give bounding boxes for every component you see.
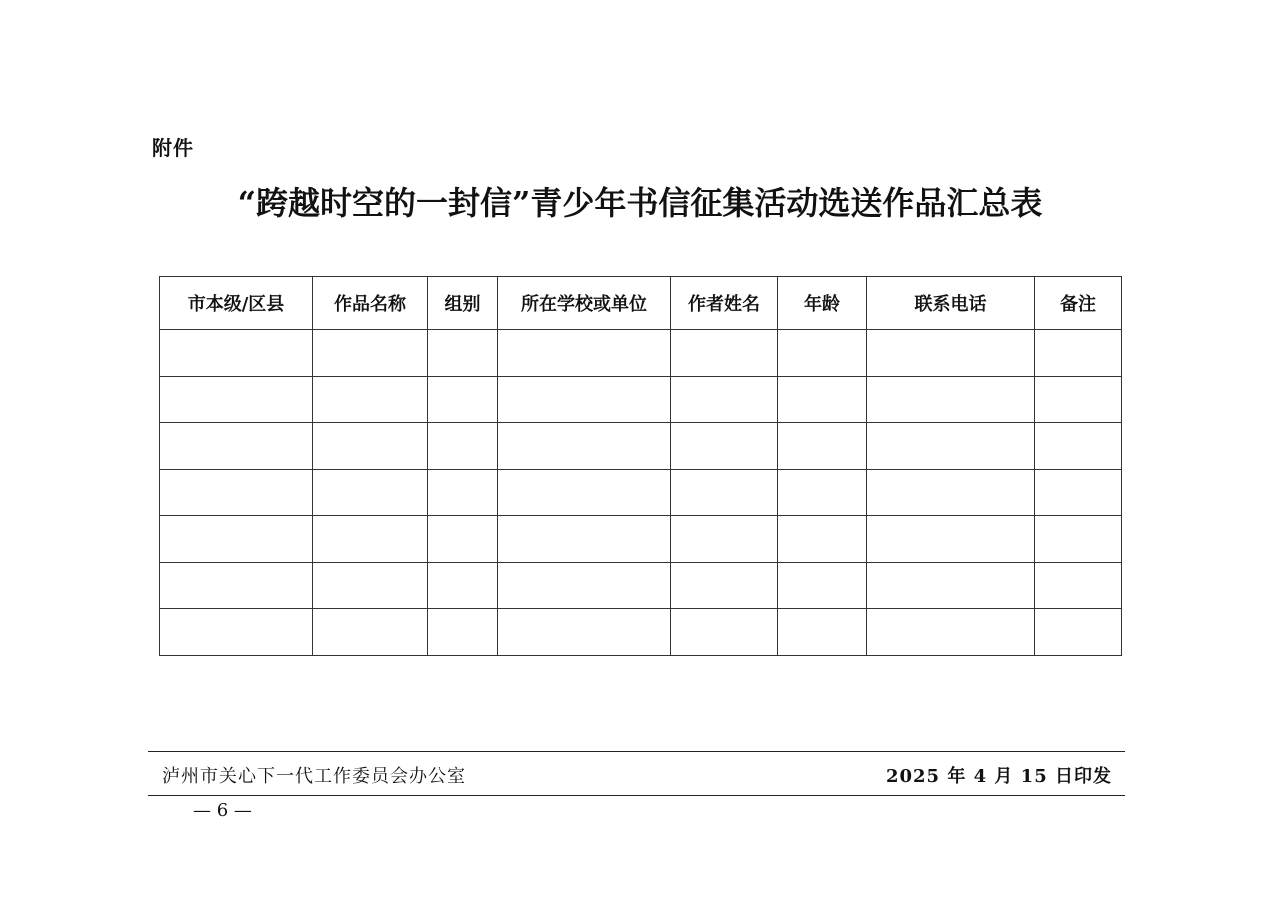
table-cell[interactable] — [498, 516, 671, 563]
table-row — [160, 330, 1122, 377]
table-cell[interactable] — [428, 330, 498, 377]
page-number: — 6 — — [193, 800, 252, 821]
header-remarks: 备注 — [1035, 277, 1122, 330]
table-cell[interactable] — [867, 516, 1035, 563]
table-cell[interactable] — [671, 330, 778, 377]
table-cell[interactable] — [867, 376, 1035, 423]
table-row — [160, 609, 1122, 656]
table-cell[interactable] — [498, 330, 671, 377]
table-cell[interactable] — [867, 469, 1035, 516]
table-cell[interactable] — [867, 609, 1035, 656]
header-group: 组别 — [428, 277, 498, 330]
table-cell[interactable] — [160, 469, 313, 516]
header-school-or-unit: 所在学校或单位 — [498, 277, 671, 330]
document-title: “跨越时空的一封信”青少年书信征集活动选送作品汇总表 — [237, 184, 1043, 222]
table-cell[interactable] — [428, 376, 498, 423]
footer-bottom-rule — [148, 795, 1125, 796]
table-row — [160, 469, 1122, 516]
table-cell[interactable] — [313, 516, 428, 563]
table-cell[interactable] — [671, 609, 778, 656]
table-row — [160, 423, 1122, 470]
table-cell[interactable] — [498, 423, 671, 470]
table-cell[interactable] — [1035, 469, 1122, 516]
table-cell[interactable] — [160, 516, 313, 563]
table-cell[interactable] — [160, 562, 313, 609]
table-cell[interactable] — [160, 330, 313, 377]
table-cell[interactable] — [778, 330, 867, 377]
table-cell[interactable] — [160, 423, 313, 470]
table-cell[interactable] — [313, 562, 428, 609]
table-cell[interactable] — [428, 516, 498, 563]
table-cell[interactable] — [778, 562, 867, 609]
header-author-name: 作者姓名 — [671, 277, 778, 330]
submission-summary-table — [159, 276, 1122, 656]
header-work-title: 作品名称 — [313, 277, 428, 330]
table-cell[interactable] — [313, 423, 428, 470]
table-cell[interactable] — [1035, 516, 1122, 563]
table-cell[interactable] — [867, 330, 1035, 377]
table-cell[interactable] — [313, 469, 428, 516]
table-cell[interactable] — [1035, 423, 1122, 470]
table-cell[interactable] — [778, 516, 867, 563]
table-cell[interactable] — [1035, 609, 1122, 656]
attachment-label: 附件 — [152, 136, 194, 160]
table-cell[interactable] — [313, 330, 428, 377]
table-cell[interactable] — [498, 609, 671, 656]
table-row — [160, 562, 1122, 609]
table-cell[interactable] — [498, 562, 671, 609]
table-body — [160, 330, 1122, 656]
header-phone: 联系电话 — [867, 277, 1035, 330]
header-district: 市本级/区县 — [160, 277, 313, 330]
table-cell[interactable] — [498, 469, 671, 516]
table-cell[interactable] — [671, 469, 778, 516]
table-cell[interactable] — [867, 423, 1035, 470]
table-cell[interactable] — [160, 376, 313, 423]
issue-date: 2025 年 4 月 15 日印发 — [885, 766, 1112, 787]
table-cell[interactable] — [671, 376, 778, 423]
header-age: 年龄 — [778, 277, 867, 330]
table-cell[interactable] — [778, 469, 867, 516]
table-cell[interactable] — [867, 562, 1035, 609]
table-cell[interactable] — [778, 609, 867, 656]
table-header-row — [160, 277, 1122, 330]
table-cell[interactable] — [778, 423, 867, 470]
table-cell[interactable] — [428, 469, 498, 516]
table-cell[interactable] — [778, 376, 867, 423]
table-cell[interactable] — [428, 609, 498, 656]
table-cell[interactable] — [1035, 330, 1122, 377]
footer-top-rule — [148, 751, 1125, 752]
table-cell[interactable] — [671, 516, 778, 563]
table-row — [160, 516, 1122, 563]
table-cell[interactable] — [1035, 562, 1122, 609]
table-cell[interactable] — [671, 562, 778, 609]
table-cell[interactable] — [313, 609, 428, 656]
table-cell[interactable] — [428, 562, 498, 609]
table-cell[interactable] — [313, 376, 428, 423]
table-cell[interactable] — [498, 376, 671, 423]
table-row — [160, 376, 1122, 423]
table-cell[interactable] — [160, 609, 313, 656]
table-cell[interactable] — [671, 423, 778, 470]
table-cell[interactable] — [1035, 376, 1122, 423]
table-cell[interactable] — [428, 423, 498, 470]
issuer-name: 泸州市关心下一代工作委员会办公室 — [162, 766, 466, 787]
